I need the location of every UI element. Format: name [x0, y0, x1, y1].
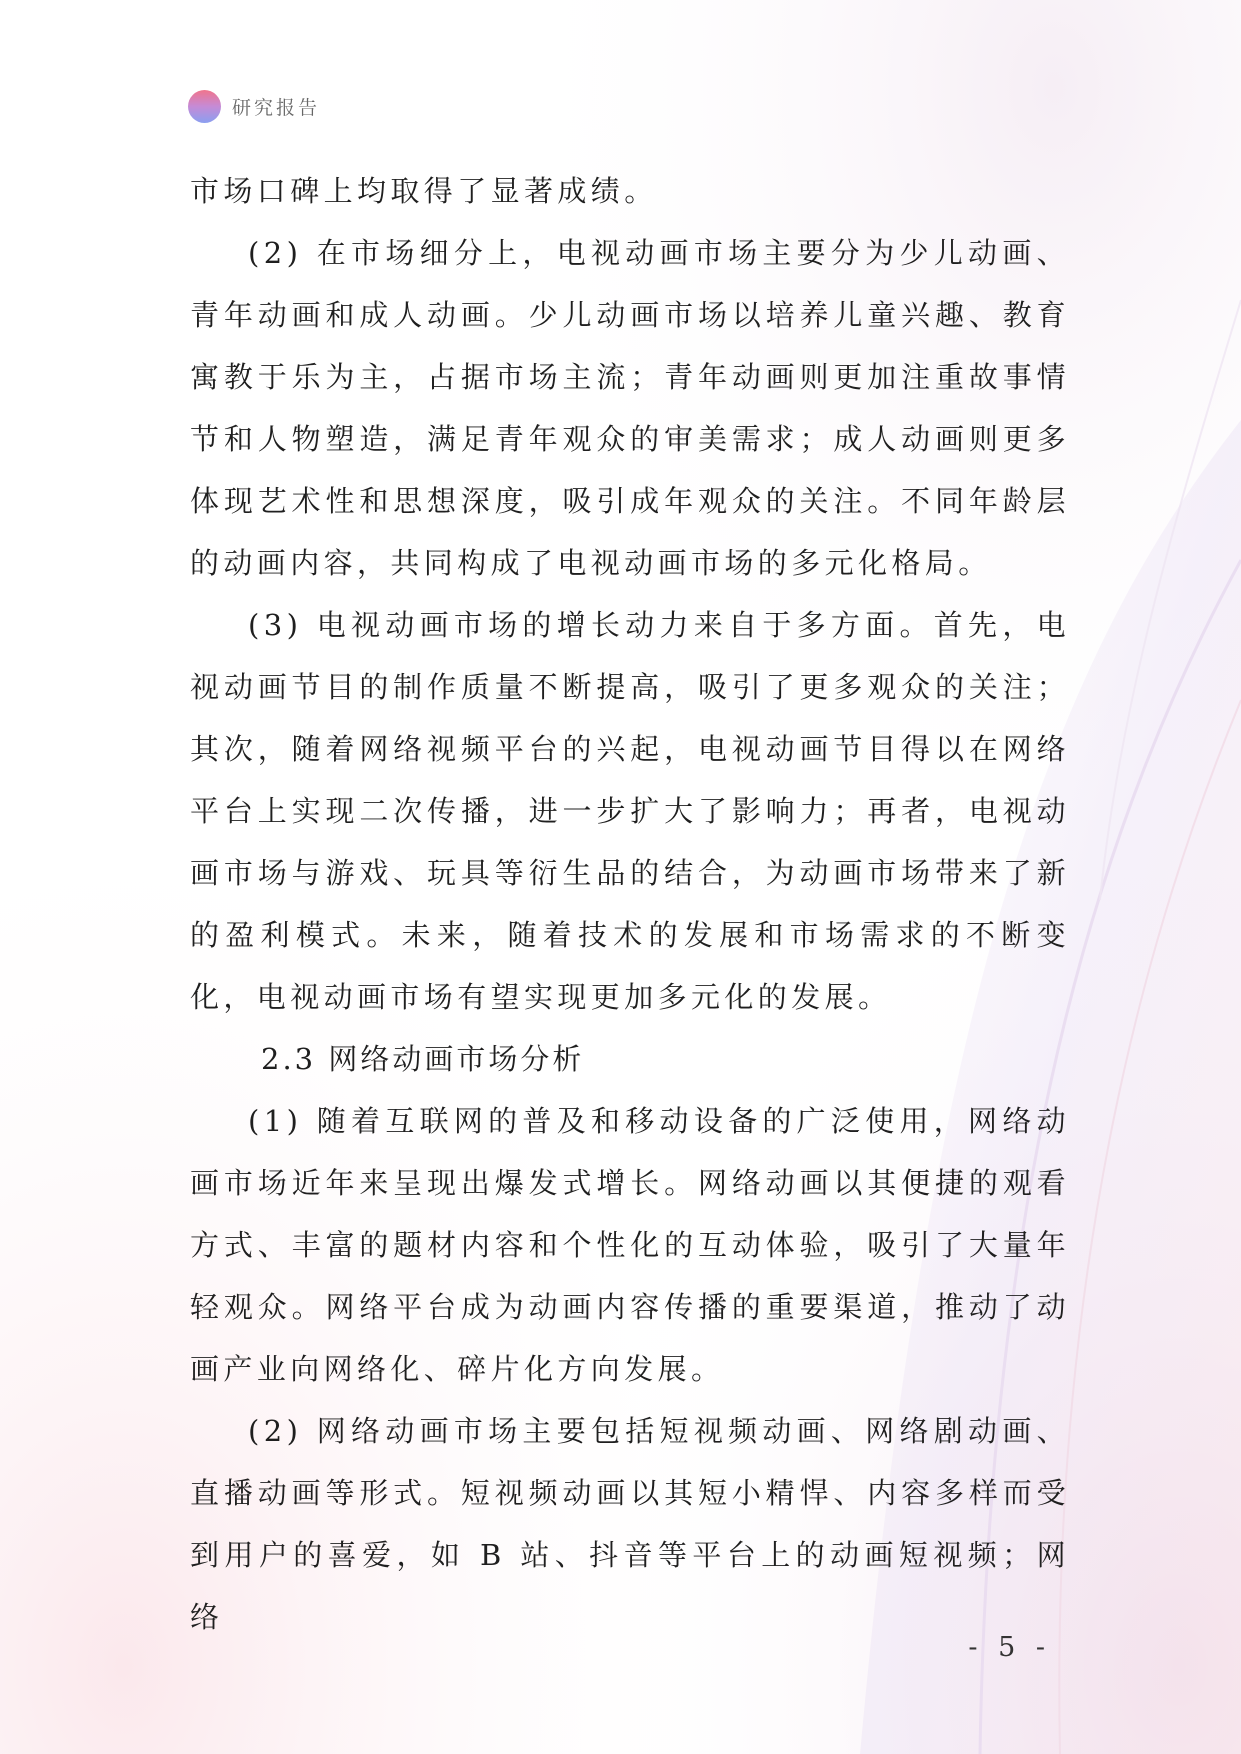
report-logo-icon: [188, 90, 221, 123]
paragraph: (2) 在市场细分上，电视动画市场主要分为少儿动画、青年动画和成人动画。少儿动画市场以培养儿童兴趣、教育寓教于乐为主，占据市场主流；青年动画则更加注重故事情节和人物塑造，满足青年观众的审美需求；成人动画则更多体现艺术性和思想深度，吸引成年观众的关注。不同年龄层的动画内容，共同构成了电视动画市场的多元化格局。: [190, 236, 1070, 580]
page-header: [188, 88, 320, 124]
document-body: [190, 160, 1070, 1648]
paragraph: (3) 电视动画市场的增长动力来自于多方面。首先，电视动画节目的制作质量不断提高，吸引了更多观众的关注；其次，随着网络视频平台的兴起，电视动画节目得以在网络平台上实现二次传播，进一步扩大了影响力；再者，电视动画市场与游戏、玩具等衍生品的结合，为动画市场带来了新的盈利模式。未来，随着技术的发展和市场需求的不断变化，电视动画市场有望实现更加多元化的发展。: [190, 608, 1070, 1014]
paragraph: 市场口碑上均取得了显著成绩。: [190, 174, 658, 208]
paragraph: (2) 网络动画市场主要包括短视频动画、网络剧动画、直播动画等形式。短视频动画以其短小精悍、内容多样而受到用户的喜爱，如 B 站、抖音等平台上的动画短视频；网络: [190, 1414, 1070, 1634]
header-title: 研究报告: [232, 96, 321, 119]
section-heading: 2.3 网络动画市场分析: [261, 1042, 585, 1076]
page-number: - 5 -: [968, 1632, 1051, 1663]
paragraph: (1) 随着互联网的普及和移动设备的广泛使用，网络动画市场近年来呈现出爆发式增长。网络动画以其便捷的观看方式、丰富的题材内容和个性化的互动体验，吸引了大量年轻观众。网络平台成为动画内容传播的重要渠道，推动了动画产业向网络化、碎片化方向发展。: [190, 1104, 1070, 1386]
